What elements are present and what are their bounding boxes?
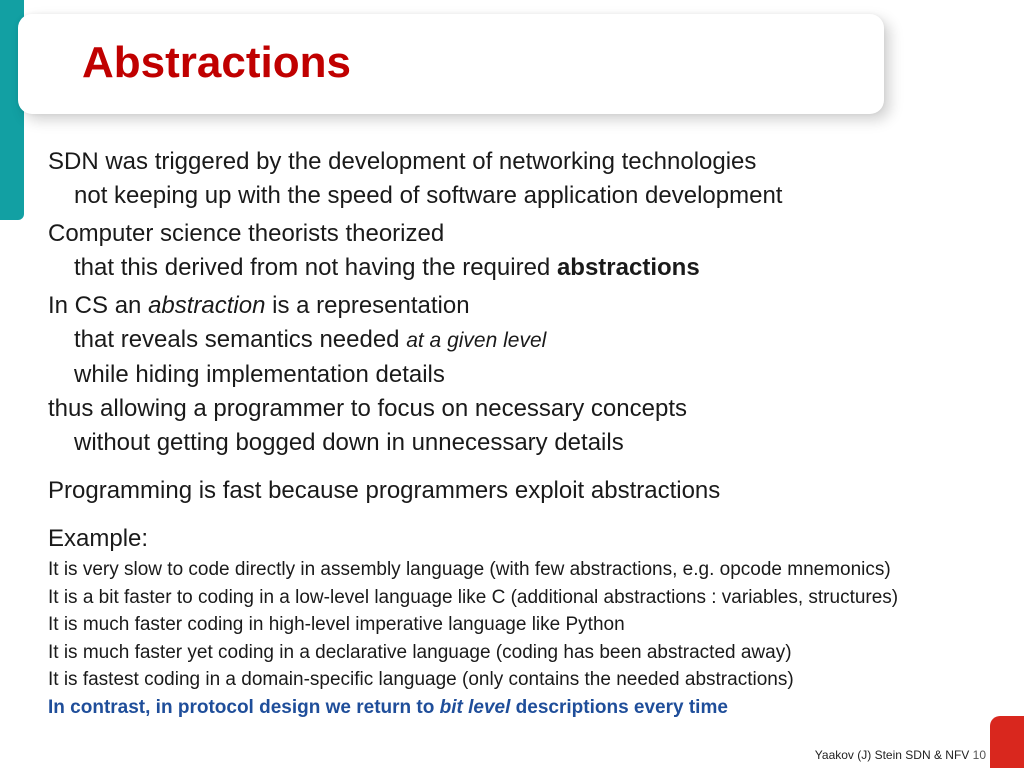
paragraph-3-subline-1 <box>48 323 1008 358</box>
page-title: Abstractions <box>82 38 351 87</box>
contrast-prefix: In contrast, in protocol design we return to <box>48 696 440 718</box>
example-item: It is a bit faster to coding in a low-level language like C (additional abstractions : variables, structures) <box>48 586 899 608</box>
paragraph-3-suffix: is a representation <box>265 292 470 319</box>
contrast-suffix: descriptions every time <box>510 696 728 718</box>
paragraph-1-subline: not keeping up with the speed of software application development <box>74 182 783 209</box>
page-number: 10 <box>972 748 986 762</box>
example-item: It is very slow to code directly in assembly language (with few abstractions, e.g. opcode mnemonics) <box>48 559 891 580</box>
footer-author: Yaakov (J) Stein SDN & NFV <box>814 748 970 762</box>
example-heading: Example: <box>48 525 149 552</box>
paragraph-5-line: Programming is fast because programmers exploit abstractions <box>48 477 721 504</box>
paragraph-2-line: Computer science theorists theorized <box>48 220 445 247</box>
abstractions-keyword: abstractions <box>556 254 700 281</box>
paragraph-2-subline <box>48 251 1008 285</box>
paragraph-4-subline: without getting bogged down in unnecessary details <box>74 429 624 456</box>
paragraph-3-line <box>48 289 1008 323</box>
example-item: It is much faster coding in high-level imperative language like Python <box>48 614 625 635</box>
paragraph-3-subline-2: while hiding implementation details <box>74 361 445 388</box>
slide-footer <box>815 748 986 762</box>
paragraph-2-text: that this derived from not having the required <box>74 254 557 281</box>
example-item: It is fastest coding in a domain-specific language (only contains the needed abstractions) <box>48 669 794 690</box>
contrast-statement <box>48 694 1008 722</box>
paragraph-3-sub1-text: that reveals semantics needed <box>74 326 407 353</box>
corner-tab <box>990 716 1024 768</box>
abstraction-term: abstraction <box>148 292 266 319</box>
paragraph-1-line: SDN was triggered by the development of networking technologies <box>48 148 757 175</box>
example-item: It is much faster yet coding in a declarative language (coding has been abstracted away) <box>48 641 792 663</box>
bit-level-phrase: bit level <box>439 696 511 718</box>
given-level-phrase: at a given level <box>406 329 547 352</box>
paragraph-3-prefix: In CS an <box>48 292 149 319</box>
paragraph-4-line: thus allowing a programmer to focus on necessary concepts <box>48 395 687 422</box>
slide-body <box>48 145 1008 721</box>
